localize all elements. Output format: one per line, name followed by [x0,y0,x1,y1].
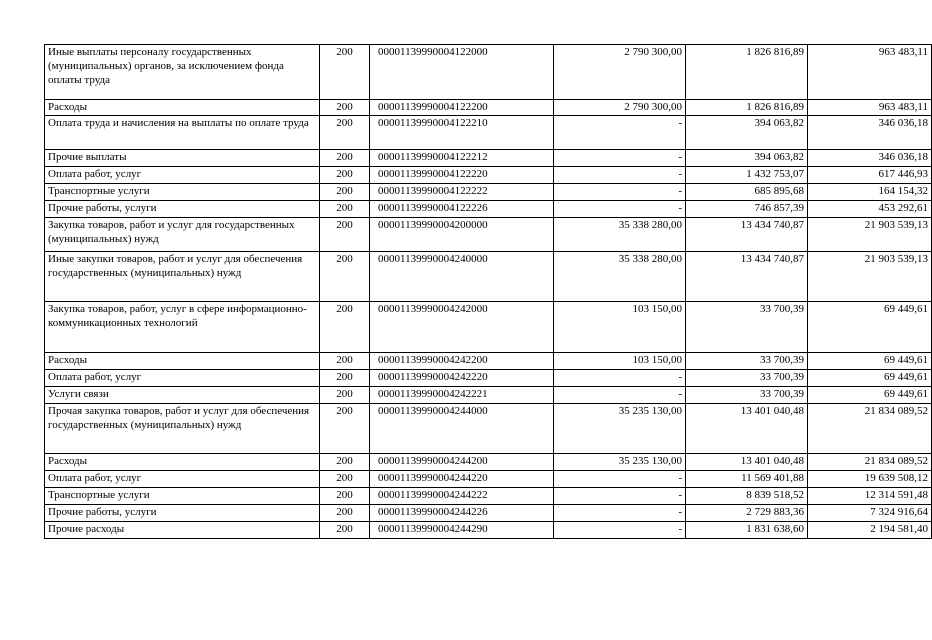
table-row [45,100,932,116]
row-rest-cell: 21 903 539,13 [808,218,932,252]
row-exec-cell: 394 063,82 [686,116,808,150]
row-rest-cell: 7 324 916,64 [808,505,932,522]
table-row [45,252,932,302]
table-row [45,116,932,150]
row-code-cell: 200 [320,167,370,184]
row-name-cell: Прочая закупка товаров, работ и услуг для обеспечения государственных (муниципальных) нужд [45,404,320,454]
row-code-cell: 200 [320,454,370,471]
row-code-cell: 200 [320,471,370,488]
row-exec-cell: 394 063,82 [686,150,808,167]
row-exec-cell: 1 831 638,60 [686,522,808,539]
row-code-cell: 200 [320,252,370,302]
table-row [45,167,932,184]
budget-execution-table [44,44,932,539]
row-kbk-cell: 00001139990004244200 [370,454,554,471]
row-name-cell: Оплата труда и начисления на выплаты по оплате труда [45,116,320,150]
row-kbk-cell: 00001139990004244000 [370,404,554,454]
row-plan-cell: - [554,201,686,218]
row-plan-cell: - [554,387,686,404]
row-name-cell: Расходы [45,454,320,471]
row-kbk-cell: 00001139990004240000 [370,252,554,302]
row-plan-cell: 2 790 300,00 [554,100,686,116]
row-code-cell: 200 [320,184,370,201]
row-name-cell: Прочие расходы [45,522,320,539]
row-name-cell: Иные выплаты персоналу государственных (муниципальных) органов, за исключением фонда оплаты труда [45,45,320,100]
table-body [45,45,932,539]
table-row [45,302,932,353]
row-plan-cell: - [554,505,686,522]
table-row [45,454,932,471]
row-exec-cell: 1 432 753,07 [686,167,808,184]
row-name-cell: Закупка товаров, работ, услуг в сфере информационно-коммуникационных технологий [45,302,320,353]
row-exec-cell: 685 895,68 [686,184,808,201]
row-plan-cell: - [554,150,686,167]
row-exec-cell: 11 569 401,88 [686,471,808,488]
row-rest-cell: 164 154,32 [808,184,932,201]
row-plan-cell: - [554,184,686,201]
row-exec-cell: 8 839 518,52 [686,488,808,505]
table-row [45,387,932,404]
table-row [45,45,932,100]
row-kbk-cell: 00001139990004122212 [370,150,554,167]
row-exec-cell: 1 826 816,89 [686,45,808,100]
row-rest-cell: 963 483,11 [808,100,932,116]
row-name-cell: Транспортные услуги [45,184,320,201]
row-code-cell: 200 [320,387,370,404]
row-code-cell: 200 [320,45,370,100]
table-row [45,471,932,488]
row-plan-cell: 2 790 300,00 [554,45,686,100]
row-plan-cell: 103 150,00 [554,353,686,370]
row-name-cell: Оплата работ, услуг [45,370,320,387]
row-exec-cell: 13 434 740,87 [686,252,808,302]
row-exec-cell: 1 826 816,89 [686,100,808,116]
row-rest-cell: 12 314 591,48 [808,488,932,505]
row-rest-cell: 453 292,61 [808,201,932,218]
row-exec-cell: 33 700,39 [686,302,808,353]
row-exec-cell: 746 857,39 [686,201,808,218]
row-kbk-cell: 00001139990004122000 [370,45,554,100]
table-row [45,488,932,505]
row-kbk-cell: 00001139990004242221 [370,387,554,404]
row-name-cell: Оплата работ, услуг [45,167,320,184]
row-code-cell: 200 [320,505,370,522]
row-kbk-cell: 00001139990004242220 [370,370,554,387]
row-code-cell: 200 [320,201,370,218]
row-kbk-cell: 00001139990004122210 [370,116,554,150]
row-rest-cell: 69 449,61 [808,370,932,387]
table-row [45,404,932,454]
table-row [45,201,932,218]
row-plan-cell: - [554,116,686,150]
row-name-cell: Оплата работ, услуг [45,471,320,488]
row-code-cell: 200 [320,522,370,539]
row-name-cell: Закупка товаров, работ и услуг для государственных (муниципальных) нужд [45,218,320,252]
table-row [45,184,932,201]
row-name-cell: Услуги связи [45,387,320,404]
table-row [45,353,932,370]
row-exec-cell: 2 729 883,36 [686,505,808,522]
row-exec-cell: 13 401 040,48 [686,454,808,471]
table-row [45,370,932,387]
row-name-cell: Транспортные услуги [45,488,320,505]
row-code-cell: 200 [320,302,370,353]
row-kbk-cell: 00001139990004200000 [370,218,554,252]
row-rest-cell: 617 446,93 [808,167,932,184]
row-code-cell: 200 [320,370,370,387]
table-row [45,150,932,167]
row-rest-cell: 19 639 508,12 [808,471,932,488]
row-name-cell: Расходы [45,353,320,370]
row-plan-cell: - [554,370,686,387]
row-kbk-cell: 00001139990004122222 [370,184,554,201]
row-name-cell: Прочие работы, услуги [45,505,320,522]
row-name-cell: Расходы [45,100,320,116]
row-rest-cell: 69 449,61 [808,353,932,370]
row-kbk-cell: 00001139990004122226 [370,201,554,218]
row-kbk-cell: 00001139990004244222 [370,488,554,505]
row-plan-cell: - [554,167,686,184]
row-rest-cell: 21 903 539,13 [808,252,932,302]
row-exec-cell: 33 700,39 [686,370,808,387]
row-kbk-cell: 00001139990004122220 [370,167,554,184]
row-code-cell: 200 [320,353,370,370]
row-rest-cell: 21 834 089,52 [808,404,932,454]
row-plan-cell: 35 338 280,00 [554,252,686,302]
row-kbk-cell: 00001139990004244220 [370,471,554,488]
row-kbk-cell: 00001139990004242000 [370,302,554,353]
row-rest-cell: 21 834 089,52 [808,454,932,471]
row-plan-cell: 35 235 130,00 [554,404,686,454]
row-rest-cell: 963 483,11 [808,45,932,100]
row-name-cell: Прочие выплаты [45,150,320,167]
row-exec-cell: 13 434 740,87 [686,218,808,252]
row-code-cell: 200 [320,218,370,252]
row-kbk-cell: 00001139990004244226 [370,505,554,522]
row-plan-cell: - [554,471,686,488]
table-row [45,505,932,522]
row-code-cell: 200 [320,150,370,167]
row-rest-cell: 346 036,18 [808,116,932,150]
table-row [45,522,932,539]
row-name-cell: Прочие работы, услуги [45,201,320,218]
row-code-cell: 200 [320,404,370,454]
row-kbk-cell: 00001139990004242200 [370,353,554,370]
row-plan-cell: 35 338 280,00 [554,218,686,252]
row-plan-cell: 35 235 130,00 [554,454,686,471]
row-kbk-cell: 00001139990004122200 [370,100,554,116]
row-kbk-cell: 00001139990004244290 [370,522,554,539]
row-plan-cell: - [554,522,686,539]
row-exec-cell: 33 700,39 [686,353,808,370]
row-name-cell: Иные закупки товаров, работ и услуг для обеспечения государственных (муниципальных) нужд [45,252,320,302]
row-rest-cell: 69 449,61 [808,387,932,404]
row-exec-cell: 13 401 040,48 [686,404,808,454]
row-plan-cell: - [554,488,686,505]
row-code-cell: 200 [320,100,370,116]
row-rest-cell: 2 194 581,40 [808,522,932,539]
row-code-cell: 200 [320,488,370,505]
row-plan-cell: 103 150,00 [554,302,686,353]
row-rest-cell: 69 449,61 [808,302,932,353]
row-rest-cell: 346 036,18 [808,150,932,167]
row-exec-cell: 33 700,39 [686,387,808,404]
table-row [45,218,932,252]
row-code-cell: 200 [320,116,370,150]
